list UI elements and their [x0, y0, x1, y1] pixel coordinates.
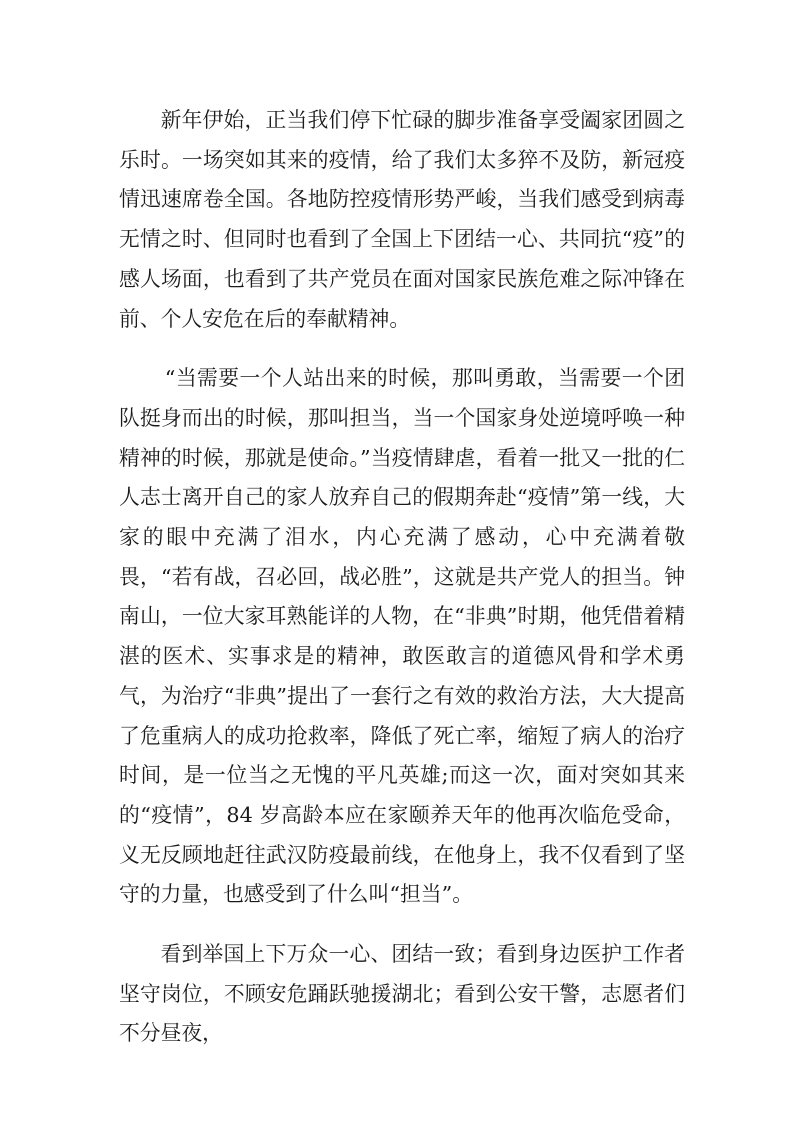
- paragraph-1: 新年伊始，正当我们停下忙碌的脚步准备享受阖家团圆之乐时。一场突如其来的疫情，给了我们太多猝不及防，新冠疫情迅速席卷全国。各地防控疫情形势严峻，当我们感受到病毒无情之时、但同时也看到了全国上下团结一心、共同抗“疫”的感人场面，也看到了共产党员在面对国家民族危难之际冲锋在前、个人安危在后的奉献精神。: [119, 108, 685, 331]
- document-body: [119, 101, 685, 1054]
- paragraph-3: 看到举国上下万众一心、团结一致；看到身边医护工作者坚守岗位，不顾安危踊跃驰援湖北；看到公安干警，志愿者们不分昼夜，: [119, 942, 685, 1046]
- paragraph-2: “当需要一个人站出来的时候，那叫勇敢，当需要一个团队挺身而出的时候，那叫担当，当一个国家身处逆境呼唤一种精神的时候，那就是使命。”当疫情肆虐，看着一批又一批的仁人志士离开自己的家人放弃自己的假期奔赴“疫情”第一线，大家的眼中充满了泪水，内心充满了感动，心中充满着敬畏，“若有战，召必回，战必胜”，这就是共产党人的担当。钟南山，一位大家耳熟能详的人物，在“非典”时期，他凭借着精湛的医术、实事求是的精神，敢医敢言的道德风骨和学术勇气，为治疗“非典”提出了一套行之有效的救治方法，大大提高了危重病人的成功抢救率，降低了死亡率，缩短了病人的治疗时间，是一位当之无愧的平凡英雄;而这一次，面对突如其来的“疫情”，84 岁高龄本应在家颐养天年的他再次临危受命，义无反顾地赶往武汉防疫最前线，在他身上，我不仅看到了坚守的力量，也感受到了什么叫“担当”。: [119, 366, 685, 907]
